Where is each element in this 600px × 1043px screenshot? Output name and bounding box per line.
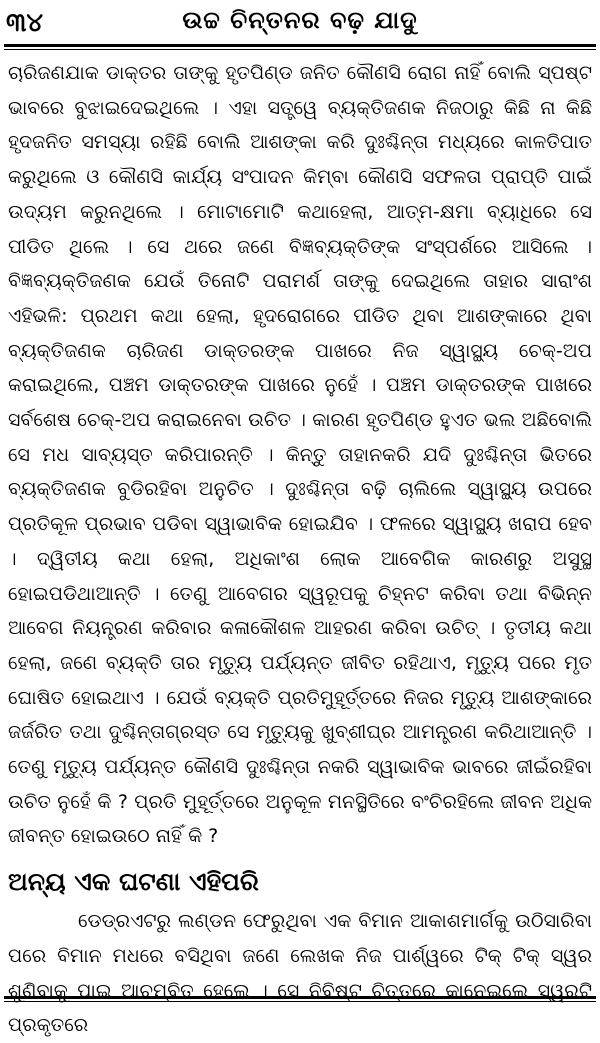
- section-heading: ଅନ୍ୟ ଏକ ଘଟଣା ଏହିପରି: [8, 867, 259, 897]
- page-body: [8, 56, 592, 1043]
- page-number: ୩୪: [6, 8, 44, 38]
- body-paragraph-1: ଚାରିଜଣଯାକ ଡାକ୍ତର ତାଙ୍କୁ ହୃତପିଣ୍ଡ ଜନିତ କୌଣସି ରୋଗ ନାହିଁ ବୋଲି ସ୍ପଷ୍ଟ ଭାବରେ ବୁଝାଇଦେଇଥିଲେ । ଏହା ସତ୍ତ୍ୱେ ବ୍ୟକ୍ତିଜଣକ ନିଜଠାରୁ କିଛି ନା କିଛି ହୃଦଜନିତ ସମସ୍ୟା ରହିଛି ବୋଲି ଆଶଙ୍କା କରି ଦୁଃଶ୍ଚିନ୍ତା ମଧ୍ୟରେ କାଳତିପାତ କରୁଥିଲେ ଓ କୌଣସି କାର୍ଯ୍ୟ ସଂପାଦନ କିମ୍ବା କୌଣସି ସଫଳତା ପ୍ରାପ୍ତି ପାଇଁ ଉଦ୍ୟମ କରୁନଥିଲେ । ମୋଟାମୋଟି କଥାହେଲା, ଆତ୍ମ-କ୍ଷମା ବ୍ୟାଧିରେ ସେ ପୀଡିତ ଥିଲେ । ସେ ଥରେ ଜଣେ ବିଜ୍ଞବ୍ୟକ୍ତିଙ୍କ ସଂସ୍ପର୍ଶରେ ଆସିଲେ । ବିଜ୍ଞବ୍ୟକ୍ତିଜଣକ ଯେଉଁ ତିନୋଟି ପରାମର୍ଶ ତାଙ୍କୁ ଦେଇଥିଲେ ତାହାର ସାରାଂଶ ଏହିଭଳି: ପ୍ରଥମ କଥା ହେଲା, ହୃଦରୋଗରେ ପୀଡିତ ଥିବା ଆଶଙ୍କାରେ ଥିବା ବ୍ୟକ୍ତିଜଣକ ଚାରିଜଣ ଡାକ୍ତରଙ୍କ ପାଖରେ ନିଜ ସ୍ୱାସ୍ଥ୍ୟ ଚେକ୍-ଅପ କରାଇଥିଲେ, ପଞ୍ଚମ ଡାକ୍ତରଙ୍କ ପାଖରେ ନୁହେଁ । ପଞ୍ଚମ ଡାକ୍ତରଙ୍କ ପାଖରେ ସର୍ବଶେଷ ଚେକ୍-ଅପ କରାଇନେବା ଉଚିତ । କାରଣ ହୃତପିଣ୍ଡ ହୁଏତ ଭଲ ଅଛିବୋଲି ସେ ମଧ ସାବ୍ୟସ୍ତ କରିପାରନ୍ତି । କିନ୍ତୁ ତାହାନକରି ଯଦି ଦୁଃଶ୍ଚିନ୍ତା ଭିତରେ ବ୍ୟକ୍ତିଜଣକ ବୁଡିରହିବା ଅନୁଚିତ । ଦୁଃଶ୍ଚିନ୍ତା ବଢ଼ି ଚାଲିଲେ ସ୍ୱାସ୍ଥ୍ୟ ଉପରେ ପ୍ରତିକୂଳ ପ୍ରଭାବ ପଡିବା ସ୍ୱାଭାବିକ ହୋଇଯିବ । ଫଳରେ ସ୍ୱାସ୍ଥ୍ୟ ଖରାପ ହେବ । ଦ୍ୱିତୀୟ କଥା ହେଲା, ଅଧିକାଂଶ ଲୋକ ଆବେଗିକ କାରଣରୁ ଅସୁସ୍ଥ ହୋଇପଡିଥାଆନ୍ତି । ତେଣୁ ଆବେଗର ସ୍ୱରୂପକୁ ଚିହ୍ନଟ କରିବା ତଥା ବିଭିନ୍ନ ଆବେଗ ନିୟନ୍ତ୍ରଣ କରିବାର କଳାକୌଶଳ ଆହରଣ କରିବା ଉଚିତ୍ । ତୃତୀୟ କଥା ହେଲା, ଜଣେ ବ୍ୟକ୍ତି ତାର ମୃତ୍ୟୁ ପର୍ଯ୍ୟନ୍ତ ଜୀବିତ ରହିଥାଏ, ମୃତ୍ୟୁ ପରେ ମୃତ ଘୋଷିତ ହୋଇଥାଏ । ଯେଉଁ ବ୍ୟକ୍ତି ପ୍ରତିମୁହୂର୍ତ୍ତରେ ନିଜର ମୃତ୍ୟୁ ଆଶଙ୍କାରେ ଜର୍ଜରିତ ତଥା ଦୁଶ୍ଚିନ୍ତାଗ୍ରସ୍ତ ସେ ମୃତ୍ୟୁକୁ ଖୁବ୍‌ଶୀଘ୍ର ଆମନ୍ତ୍ରଣ କରିଥାଆନ୍ତି । ତେଣୁ ମୃତ୍ୟୁ ପର୍ଯ୍ୟନ୍ତ କୌଣସି ଦୁଃଶ୍ଚିନ୍ତା ନକରି ସ୍ୱାଭାବିକ ଭାବରେ ଜୀଇଁରହିବା ଉଚିତ ନୁହେଁ କି ? ପ୍ରତି ମୁହୂର୍ତ୍ତରେ ଅନୁକୂଳ ମନସ୍ଥିତିରେ ବଂଚିରହିଲେ ଜୀବନ ଅଧିକ ଜୀବନ୍ତ ହୋଇଉଠେ ନାହିଁ କି ?: [8, 62, 592, 848]
- page-header: [0, 0, 600, 52]
- body-paragraph-2: ଡେଡ୍‌ରଏଟରୁ ଲଣ୍ଡନ ଫେରୁଥିବା ଏକ ବିମାନ ଆକାଶମାର୍ଗକୁ ଉଠିସାରିବା ପରେ ବିମାନ ମଧରେ ବସିଥିବା ଜଣେ ଲେଖକ ନିଜ ପାର୍ଶ୍ୱରେ ଟିକ୍ ଟିକ୍ ସ୍ୱର ଶୁଣିବାକୁ ପାଇ ଆଚମ୍ବିତ ହେଲେ । ସେ ନିବିଷ୍ଟ ଚିତ୍ତରେ କାନେଇଲେ ସ୍ୱରଟି ପ୍ରକୃତରେ: [8, 910, 592, 1037]
- footer-rule: [4, 996, 596, 1002]
- header-rule: [4, 44, 596, 50]
- running-title: ଉଚ୍ଚ ଚିନ୍ତନର ବଢ଼ ଯାଦୁ: [182, 6, 418, 34]
